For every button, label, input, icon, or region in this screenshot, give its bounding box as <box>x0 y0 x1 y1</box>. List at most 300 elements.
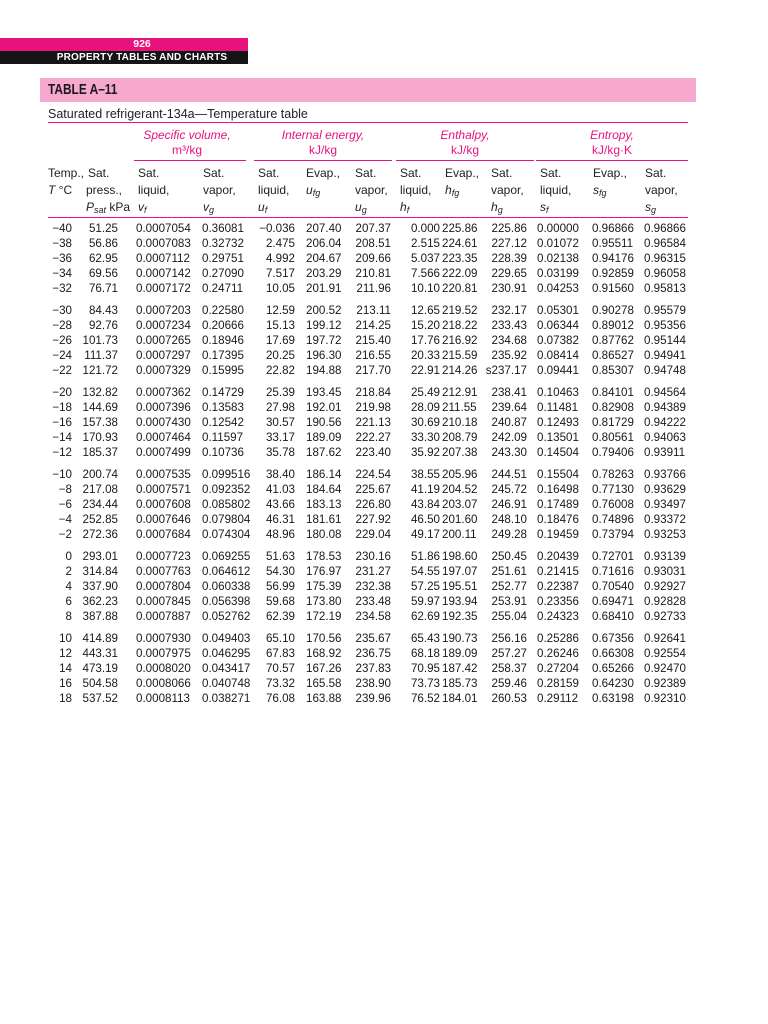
table-cell: −30 <box>52 303 72 317</box>
table-cell: 0.25286 <box>537 631 579 645</box>
table-cell: 0.0007172 <box>136 282 191 296</box>
table-cell: 181.61 <box>306 513 342 527</box>
table-cell: 62.39 <box>265 610 295 624</box>
table-cell: 0 <box>65 549 72 563</box>
table-cell: −24 <box>52 349 72 363</box>
table-cell: 0.23356 <box>537 595 579 609</box>
table-cell: −16 <box>52 416 72 430</box>
col-header-subscript: f <box>264 205 268 215</box>
table-cell: 0.0007362 <box>136 385 191 399</box>
table-cell: 0.0007887 <box>136 610 191 624</box>
table-cell: 183.13 <box>306 498 342 512</box>
table-cell: 67.83 <box>265 646 295 660</box>
col-header-symbol: T <box>48 183 56 197</box>
table-row <box>0 631 768 646</box>
table-cell: 0.92389 <box>644 677 686 691</box>
table-cell: 7.517 <box>265 267 295 281</box>
table-cell: 0.092352 <box>202 483 251 496</box>
table-cell: 255.04 <box>491 610 527 624</box>
table-cell: 235.92 <box>491 349 527 363</box>
table-cell: 172.19 <box>306 610 342 624</box>
col-header-line1: Sat. <box>138 166 160 180</box>
table-cell: 0.02138 <box>537 252 579 266</box>
col-header-line2: liquid, <box>400 183 432 197</box>
col-header-hf <box>400 165 431 219</box>
row-group <box>0 467 768 542</box>
table-cell: 0.92733 <box>644 610 686 624</box>
table-cell: 175.39 <box>306 580 342 594</box>
table-cell: 208.79 <box>442 431 478 445</box>
table-cell: 210.18 <box>442 416 478 430</box>
group-unit: kJ/kg <box>308 143 337 157</box>
table-cell: 51.25 <box>88 222 118 235</box>
group-name: Entropy, <box>590 128 634 142</box>
col-header-line2: vapor, <box>203 183 236 197</box>
table-cell: 0.038271 <box>202 692 251 706</box>
table-cell: −12 <box>52 446 72 460</box>
table-cell: 0.12542 <box>202 416 244 430</box>
table-cell: 170.93 <box>82 431 118 445</box>
table-cell: 0.29112 <box>537 692 579 706</box>
table-cell: 236.75 <box>355 646 391 660</box>
table-cell: 12.59 <box>265 303 295 317</box>
table-cell: 244.51 <box>491 467 527 481</box>
table-cell: 0.85307 <box>592 364 634 378</box>
table-cell: −34 <box>52 267 72 281</box>
col-header-line2: liquid, <box>138 183 170 197</box>
table-cell: 204.67 <box>306 252 342 266</box>
col-header-sfg <box>593 165 627 202</box>
table-cell: 221.13 <box>355 416 391 430</box>
table-cell: 0.0007112 <box>136 252 190 266</box>
table-cell: −22 <box>52 364 72 378</box>
table-cell: 201.91 <box>306 282 342 296</box>
table-cell: 217.08 <box>82 483 118 496</box>
table-cell: 0.064612 <box>202 564 251 578</box>
table-row <box>0 594 768 609</box>
table-cell: 0.70540 <box>592 580 634 594</box>
table-row <box>0 661 768 676</box>
col-header-line2: vapor, <box>355 183 388 197</box>
col-header-subscript: g <box>497 205 503 215</box>
table-row <box>0 348 768 363</box>
table-cell: 0.93629 <box>644 483 686 496</box>
table-cell: 0.90278 <box>592 303 634 317</box>
group-name: Internal energy, <box>281 128 365 142</box>
table-cell: 0.14729 <box>202 385 244 399</box>
table-cell: 192.01 <box>306 401 342 415</box>
header-rule <box>48 217 688 218</box>
col-header-vf <box>138 165 169 219</box>
table-cell: 56.99 <box>265 580 295 594</box>
group-header-specific-volume <box>128 128 246 158</box>
table-cell: 0.0008113 <box>136 692 190 706</box>
table-cell: 167.26 <box>306 662 342 676</box>
col-header-line2: liquid, <box>540 183 572 197</box>
table-cell: 224.61 <box>442 237 478 251</box>
col-header-sg <box>645 165 678 219</box>
table-cell: 0.0007430 <box>136 416 191 430</box>
table-cell: 76.52 <box>410 692 440 706</box>
table-cell: 206.04 <box>306 237 342 251</box>
table-cell: 223.40 <box>355 446 391 460</box>
table-cell: 196.30 <box>306 349 342 363</box>
table-row <box>0 564 768 579</box>
table-cell: 0.0008066 <box>136 677 191 691</box>
table-cell: 224.54 <box>355 467 391 481</box>
table-cell: 211.55 <box>442 401 477 415</box>
table-cell: 199.12 <box>306 319 342 333</box>
table-cell: 43.66 <box>265 498 295 512</box>
table-cell: 0.22387 <box>537 580 579 594</box>
table-cell: 213.11 <box>356 303 391 317</box>
table-cell: 0.0007646 <box>136 513 191 527</box>
table-cell: 0.24711 <box>202 282 244 296</box>
table-cell: 234.68 <box>491 334 527 348</box>
col-header-subscript: g <box>361 205 367 215</box>
table-row <box>0 221 768 236</box>
row-group <box>0 221 768 296</box>
group-name: Specific volume, <box>143 128 231 142</box>
table-cell: 16 <box>59 677 72 691</box>
table-row <box>0 303 768 318</box>
table-row <box>0 318 768 333</box>
table-cell: 248.10 <box>491 513 527 527</box>
table-cell: 92.76 <box>88 319 118 333</box>
table-cell: 225.86 <box>442 222 478 235</box>
table-cell: 257.27 <box>491 646 527 660</box>
table-cell: 38.55 <box>410 467 440 481</box>
table-cell: 252.85 <box>82 513 118 527</box>
col-header-unit: kPa <box>106 200 131 214</box>
row-group <box>0 549 768 624</box>
table-cell: 235.67 <box>355 631 391 645</box>
table-cell: 226.80 <box>355 498 391 512</box>
table-cell: 15.20 <box>410 319 440 333</box>
table-cell: 184.64 <box>306 483 342 496</box>
table-cell: 0.94389 <box>644 401 686 415</box>
table-cell: 14 <box>59 662 72 676</box>
col-header-line2: vapor, <box>491 183 524 197</box>
table-cell: 48.96 <box>265 528 295 542</box>
table-cell: 25.39 <box>265 385 295 399</box>
table-cell: 251.61 <box>491 564 527 578</box>
table-cell: 0.079804 <box>202 513 251 527</box>
table-cell: 28.09 <box>410 401 440 415</box>
table-cell: −4 <box>58 513 72 527</box>
col-header-ufg <box>306 165 340 202</box>
table-cell: 20.33 <box>410 349 440 363</box>
table-cell: 243.30 <box>491 446 527 460</box>
table-cell: 0.18476 <box>537 513 579 527</box>
table-cell: 186.14 <box>306 467 342 481</box>
table-cell: 5.037 <box>410 252 440 266</box>
table-cell: 233.48 <box>355 595 391 609</box>
table-cell: 0.95579 <box>644 303 686 317</box>
table-cell: 218.22 <box>442 319 478 333</box>
col-header-line1: Sat. <box>400 166 422 180</box>
table-cell: 65.43 <box>410 631 440 645</box>
table-cell: 0.64230 <box>592 677 634 691</box>
table-cell: 246.91 <box>491 498 527 512</box>
table-cell: 0.74896 <box>592 513 634 527</box>
col-header-uf <box>258 165 289 219</box>
col-header-sf <box>540 165 571 219</box>
table-cell: 239.96 <box>355 692 391 706</box>
table-cell: 0.056398 <box>202 595 251 609</box>
table-cell: 0.085802 <box>202 498 251 512</box>
table-row <box>0 579 768 594</box>
table-cell: 253.91 <box>491 595 527 609</box>
table-cell: 249.28 <box>491 528 527 542</box>
table-cell: 0.20666 <box>202 319 244 333</box>
table-cell: 0.21415 <box>537 564 579 578</box>
table-cell: −32 <box>52 282 72 296</box>
table-cell: 10.05 <box>265 282 295 296</box>
table-cell: 256.16 <box>491 631 527 645</box>
table-cell: 192.35 <box>442 610 478 624</box>
table-cell: 0.19459 <box>537 528 579 542</box>
table-cell: 229.65 <box>491 267 527 281</box>
col-header-symbol: v <box>203 200 209 214</box>
table-cell: 232.38 <box>355 580 391 594</box>
table-row <box>0 266 768 281</box>
col-header-subscript: fg <box>312 188 321 198</box>
table-cell: s237.17 <box>485 364 527 378</box>
table-cell: 187.62 <box>306 446 342 460</box>
table-cell: −26 <box>52 334 72 348</box>
table-cell: 203.07 <box>442 498 478 512</box>
table-cell: 190.56 <box>306 416 342 430</box>
table-cell: 0.099516 <box>202 467 251 481</box>
table-cell: 0.93497 <box>644 498 686 512</box>
table-cell: −40 <box>52 222 72 235</box>
table-cell: 187.42 <box>442 662 478 676</box>
table-cell: 414.89 <box>82 631 118 645</box>
table-row <box>0 251 768 266</box>
table-cell: 132.82 <box>82 385 118 399</box>
table-cell: 22.91 <box>410 364 440 378</box>
table-cell: 230.16 <box>355 549 391 563</box>
table-cell: 0.060338 <box>202 580 251 594</box>
table-cell: 0.80561 <box>592 431 634 445</box>
col-header-ug <box>355 165 388 219</box>
table-cell: 25.49 <box>410 385 440 399</box>
table-cell: 227.92 <box>355 513 391 527</box>
table-cell: 230.91 <box>491 282 527 296</box>
table-cell: 0.86527 <box>592 349 634 363</box>
table-cell: 197.72 <box>306 334 342 348</box>
table-cell: 0.13583 <box>202 401 244 415</box>
col-header-subscript: g <box>651 205 657 215</box>
table-cell: 2 <box>65 564 72 578</box>
table-cell: 0.95511 <box>592 237 634 251</box>
table-cell: 0.67356 <box>592 631 634 645</box>
table-cell: 0.92554 <box>644 646 686 660</box>
col-header-symbol: h <box>491 200 498 214</box>
table-cell: 0.0007297 <box>136 349 191 363</box>
table-cell: 30.57 <box>265 416 295 430</box>
table-cell: 337.90 <box>82 580 118 594</box>
table-cell: 0.14504 <box>537 446 579 460</box>
table-cell: 0.68410 <box>592 610 634 624</box>
table-cell: 0.69471 <box>592 595 634 609</box>
table-cell: 0.10736 <box>202 446 244 460</box>
table-cell: −20 <box>52 385 72 399</box>
table-row <box>0 333 768 348</box>
group-rule-internal-energy <box>254 160 392 161</box>
row-group <box>0 303 768 378</box>
table-cell: 33.30 <box>410 431 440 445</box>
col-header-line2: Evap., <box>306 166 341 180</box>
table-cell: 0.94748 <box>644 364 686 378</box>
table-cell: 0.94222 <box>644 416 686 430</box>
table-cell: 0.10463 <box>537 385 579 399</box>
table-cell: 222.27 <box>355 431 391 445</box>
table-cell: 0.0007723 <box>136 549 191 563</box>
table-cell: 0.0008020 <box>136 662 191 676</box>
table-cell: 0.0007234 <box>136 319 191 333</box>
table-cell: 0.069255 <box>202 549 251 563</box>
table-cell: 0.07382 <box>537 334 579 348</box>
table-cell: 0.22580 <box>202 303 244 317</box>
table-cell: 0.046295 <box>202 646 251 660</box>
table-cell: 0.92641 <box>644 631 686 645</box>
table-cell: 190.73 <box>442 631 478 645</box>
table-cell: 49.17 <box>410 528 440 542</box>
table-row <box>0 482 768 497</box>
table-cell: 0.73794 <box>592 528 634 542</box>
table-cell: 0.0007684 <box>136 528 191 542</box>
table-cell: 0.0007608 <box>136 498 191 512</box>
table-cell: 208.51 <box>355 237 391 251</box>
table-row <box>0 400 768 415</box>
table-cell: −6 <box>58 498 72 512</box>
table-cell: 214.25 <box>355 319 391 333</box>
table-cell: 0.79406 <box>592 446 634 460</box>
table-cell: 238.90 <box>355 677 391 691</box>
table-cell: 0.13501 <box>537 431 579 445</box>
table-cell: 219.98 <box>355 401 391 415</box>
table-cell: 12.65 <box>410 303 440 317</box>
table-cell: 76.08 <box>265 692 295 706</box>
table-cell: −8 <box>58 483 72 496</box>
table-cell: 0.93766 <box>644 467 686 481</box>
table-cell: 0.0007142 <box>136 267 191 281</box>
table-cell: 0.72701 <box>592 549 634 563</box>
table-cell: 203.29 <box>306 267 342 281</box>
col-header-vg <box>203 165 236 219</box>
table-cell: 0.08414 <box>537 349 579 363</box>
table-cell: 189.09 <box>442 646 478 660</box>
col-header-hg <box>491 165 524 219</box>
table-subtitle: Saturated refrigerant-134a—Temperature table <box>48 107 308 121</box>
table-cell: 0.0007464 <box>136 431 191 445</box>
table-cell: 0.04253 <box>537 282 579 296</box>
table-cell: 51.86 <box>410 549 440 563</box>
table-cell: 121.72 <box>82 364 118 378</box>
table-cell: 207.38 <box>442 446 478 460</box>
table-cell: 198.60 <box>442 549 478 563</box>
table-cell: −14 <box>52 431 72 445</box>
col-header-symbol: v <box>138 200 144 214</box>
col-header-symbol: u <box>306 183 313 197</box>
table-cell: 0.92927 <box>644 580 686 594</box>
table-cell: 0.96866 <box>592 222 634 235</box>
table-cell: 222.09 <box>442 267 478 281</box>
table-cell: 0.93253 <box>644 528 686 542</box>
table-cell: 234.58 <box>355 610 391 624</box>
table-row <box>0 646 768 661</box>
table-cell: 0.94564 <box>644 385 686 399</box>
col-header-line2: Evap., <box>593 166 628 180</box>
table-cell: 200.11 <box>442 528 477 542</box>
table-cell: 207.40 <box>306 222 342 235</box>
table-cell: 76.71 <box>88 282 118 296</box>
table-cell: 20.25 <box>265 349 295 363</box>
table-cell: 173.80 <box>306 595 342 609</box>
table-cell: 0.96866 <box>644 222 686 235</box>
table-cell: 218.84 <box>355 385 391 399</box>
table-cell: 0.94941 <box>644 349 686 363</box>
table-cell: 220.81 <box>442 282 478 296</box>
table-cell: 35.92 <box>410 446 440 460</box>
col-header-symbol: u <box>355 200 362 214</box>
table-cell: 0.000 <box>410 222 440 235</box>
group-rule-specific-volume <box>134 160 246 161</box>
col-header-line1: Sat. <box>258 166 280 180</box>
table-cell: 0.18946 <box>202 334 244 348</box>
table-cell: 33.17 <box>265 431 295 445</box>
group-name: Enthalpy, <box>440 128 490 142</box>
table-cell: 0.0007930 <box>136 631 191 645</box>
table-cell: 157.38 <box>82 416 118 430</box>
table-cell: 0.06344 <box>537 319 579 333</box>
group-rule-enthalpy <box>396 160 534 161</box>
table-cell: 0.0007054 <box>136 222 191 235</box>
table-cell: 0.05301 <box>537 303 579 317</box>
table-cell: 0.052762 <box>202 610 251 624</box>
table-cell: 10 <box>59 631 72 645</box>
col-header-subscript: fg <box>451 188 460 198</box>
table-cell: 7.566 <box>410 267 440 281</box>
table-cell: 0.93911 <box>644 446 686 460</box>
table-cell: 41.03 <box>265 483 295 496</box>
table-row <box>0 363 768 378</box>
table-cell: 233.43 <box>491 319 527 333</box>
table-cell: 252.77 <box>491 580 527 594</box>
table-cell: 209.66 <box>355 252 391 266</box>
table-cell: 0.24323 <box>537 610 579 624</box>
col-header-line2: Evap., <box>445 166 480 180</box>
table-cell: 185.73 <box>442 677 478 691</box>
col-header-hfg <box>445 165 479 202</box>
table-cell: 0.03199 <box>537 267 579 281</box>
table-cell: 70.57 <box>265 662 295 676</box>
table-cell: 215.40 <box>355 334 391 348</box>
table-cell: 0.94063 <box>644 431 686 445</box>
table-cell: 242.09 <box>491 431 527 445</box>
table-cell: 0.91560 <box>592 282 634 296</box>
table-row <box>0 497 768 512</box>
table-cell: 225.67 <box>355 483 391 496</box>
table-cell: 443.31 <box>82 646 118 660</box>
table-cell: 10.10 <box>410 282 440 296</box>
table-cell: 0.93031 <box>644 564 686 578</box>
table-cell: 0.96058 <box>644 267 686 281</box>
table-cell: 101.73 <box>82 334 118 348</box>
table-cell: 258.37 <box>491 662 527 676</box>
